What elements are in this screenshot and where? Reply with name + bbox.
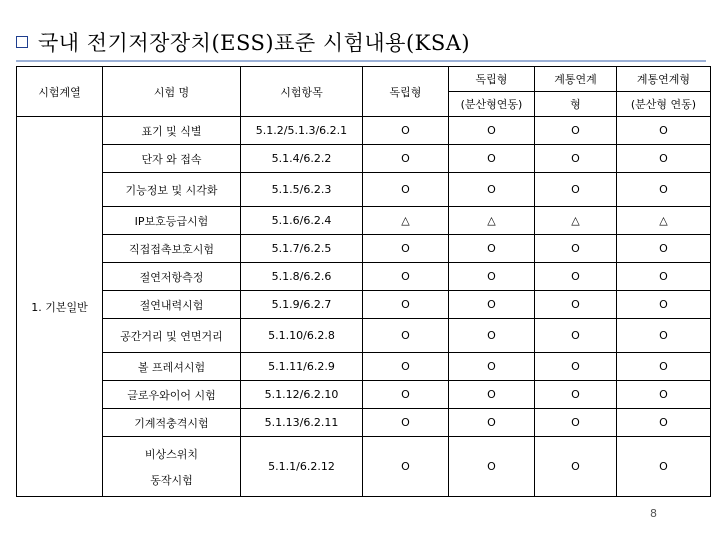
header-test-name: 시험 명 [103, 67, 241, 117]
mark-cell: O [535, 409, 617, 437]
test-name-cell: 절연저항측정 [103, 263, 241, 291]
mark-cell: O [535, 381, 617, 409]
table-row [17, 207, 711, 235]
test-item-cell: 5.1.6/6.2.4 [241, 207, 363, 235]
table-row [17, 353, 711, 381]
mark-cell: O [363, 263, 449, 291]
mark-cell: O [363, 437, 449, 497]
mark-cell: O [449, 409, 535, 437]
test-name-cell: 표기 및 식별 [103, 117, 241, 145]
mark-cell: O [617, 117, 711, 145]
table-row [17, 319, 711, 353]
mark-cell: O [617, 319, 711, 353]
mark-cell: O [449, 263, 535, 291]
mark-cell: O [363, 291, 449, 319]
test-table [16, 66, 711, 497]
mark-cell: O [617, 263, 711, 291]
test-name-cell: 기계적충격시험 [103, 409, 241, 437]
test-item-cell: 5.1.7/6.2.5 [241, 235, 363, 263]
table-row [17, 117, 711, 145]
mark-cell: O [535, 145, 617, 173]
test-name-cell: 절연내력시험 [103, 291, 241, 319]
test-item-cell: 5.1.8/6.2.6 [241, 263, 363, 291]
mark-cell: O [617, 409, 711, 437]
mark-cell: O [449, 145, 535, 173]
mark-cell: O [617, 235, 711, 263]
title-divider [16, 60, 706, 62]
mark-cell: O [449, 173, 535, 207]
table-row [17, 145, 711, 173]
mark-cell: O [535, 235, 617, 263]
test-item-cell: 5.1.12/6.2.10 [241, 381, 363, 409]
mark-cell: O [449, 437, 535, 497]
test-name-cell: 볼 프레셔시험 [103, 353, 241, 381]
mark-cell: O [535, 173, 617, 207]
test-name-cell [103, 437, 241, 497]
mark-cell: O [535, 437, 617, 497]
mark-cell: O [617, 381, 711, 409]
test-name-cell: IP보호등급시험 [103, 207, 241, 235]
table-row [17, 409, 711, 437]
test-name-cell: 기능정보 및 시각화 [103, 173, 241, 207]
mark-cell: O [449, 235, 535, 263]
mark-cell: O [617, 173, 711, 207]
test-name-cell: 직접접촉보호시험 [103, 235, 241, 263]
mark-cell: △ [535, 207, 617, 235]
test-name-cell: 글로우와이어 시험 [103, 381, 241, 409]
header-grid-connected-distributed-line1: 계통연계형 [617, 67, 711, 92]
mark-cell: △ [449, 207, 535, 235]
square-bullet-icon [16, 36, 28, 48]
header-standalone-distributed-line2: (분산형연동) [449, 92, 535, 117]
table-row [17, 437, 711, 497]
mark-cell: O [535, 291, 617, 319]
test-name-line: 동작시험 [150, 473, 193, 487]
test-name-cell: 단자 와 접속 [103, 145, 241, 173]
mark-cell: O [363, 353, 449, 381]
mark-cell: △ [363, 207, 449, 235]
mark-cell: O [617, 353, 711, 381]
header-standalone: 독립형 [363, 67, 449, 117]
mark-cell: O [449, 117, 535, 145]
test-name-line: 비상스위치 [144, 447, 199, 461]
mark-cell: O [363, 319, 449, 353]
mark-cell: O [449, 353, 535, 381]
header-standalone-distributed-line1: 독립형 [449, 67, 535, 92]
mark-cell: O [535, 319, 617, 353]
mark-cell: O [449, 381, 535, 409]
test-item-cell: 5.1.10/6.2.8 [241, 319, 363, 353]
mark-cell: O [363, 117, 449, 145]
test-item-cell: 5.1.13/6.2.11 [241, 409, 363, 437]
table-row [17, 235, 711, 263]
mark-cell: O [363, 409, 449, 437]
mark-cell: O [617, 291, 711, 319]
table-row [17, 173, 711, 207]
test-item-cell: 5.1.9/6.2.7 [241, 291, 363, 319]
test-item-cell: 5.1.4/6.2.2 [241, 145, 363, 173]
mark-cell: O [617, 437, 711, 497]
mark-cell: O [363, 173, 449, 207]
mark-cell: O [617, 145, 711, 173]
page-number: 8 [650, 507, 657, 520]
test-item-cell: 5.1.11/6.2.9 [241, 353, 363, 381]
test-item-cell: 5.1.5/6.2.3 [241, 173, 363, 207]
header-category: 시험계열 [17, 67, 103, 117]
header-grid-connected-line1: 계통연계 [535, 67, 617, 92]
mark-cell: O [363, 145, 449, 173]
mark-cell: O [535, 263, 617, 291]
mark-cell: O [535, 117, 617, 145]
table-row [17, 291, 711, 319]
header-test-item: 시험항목 [241, 67, 363, 117]
test-item-cell: 5.1.1/6.2.12 [241, 437, 363, 497]
mark-cell: △ [617, 207, 711, 235]
mark-cell: O [363, 235, 449, 263]
test-name-cell: 공간거리 및 연면거리 [103, 319, 241, 353]
table-row [17, 263, 711, 291]
mark-cell: O [363, 381, 449, 409]
header-grid-connected-distributed-line2: (분산형 연동) [617, 92, 711, 117]
slide-title [16, 28, 470, 56]
header-grid-connected-line2: 형 [535, 92, 617, 117]
test-item-cell: 5.1.2/5.1.3/6.2.1 [241, 117, 363, 145]
mark-cell: O [449, 319, 535, 353]
category-cell: 1. 기본일반 [17, 117, 103, 497]
table-row [17, 381, 711, 409]
mark-cell: O [449, 291, 535, 319]
mark-cell: O [535, 353, 617, 381]
slide-title-text: 국내 전기저장장치(ESS)표준 시험내용(KSA) [38, 31, 471, 55]
